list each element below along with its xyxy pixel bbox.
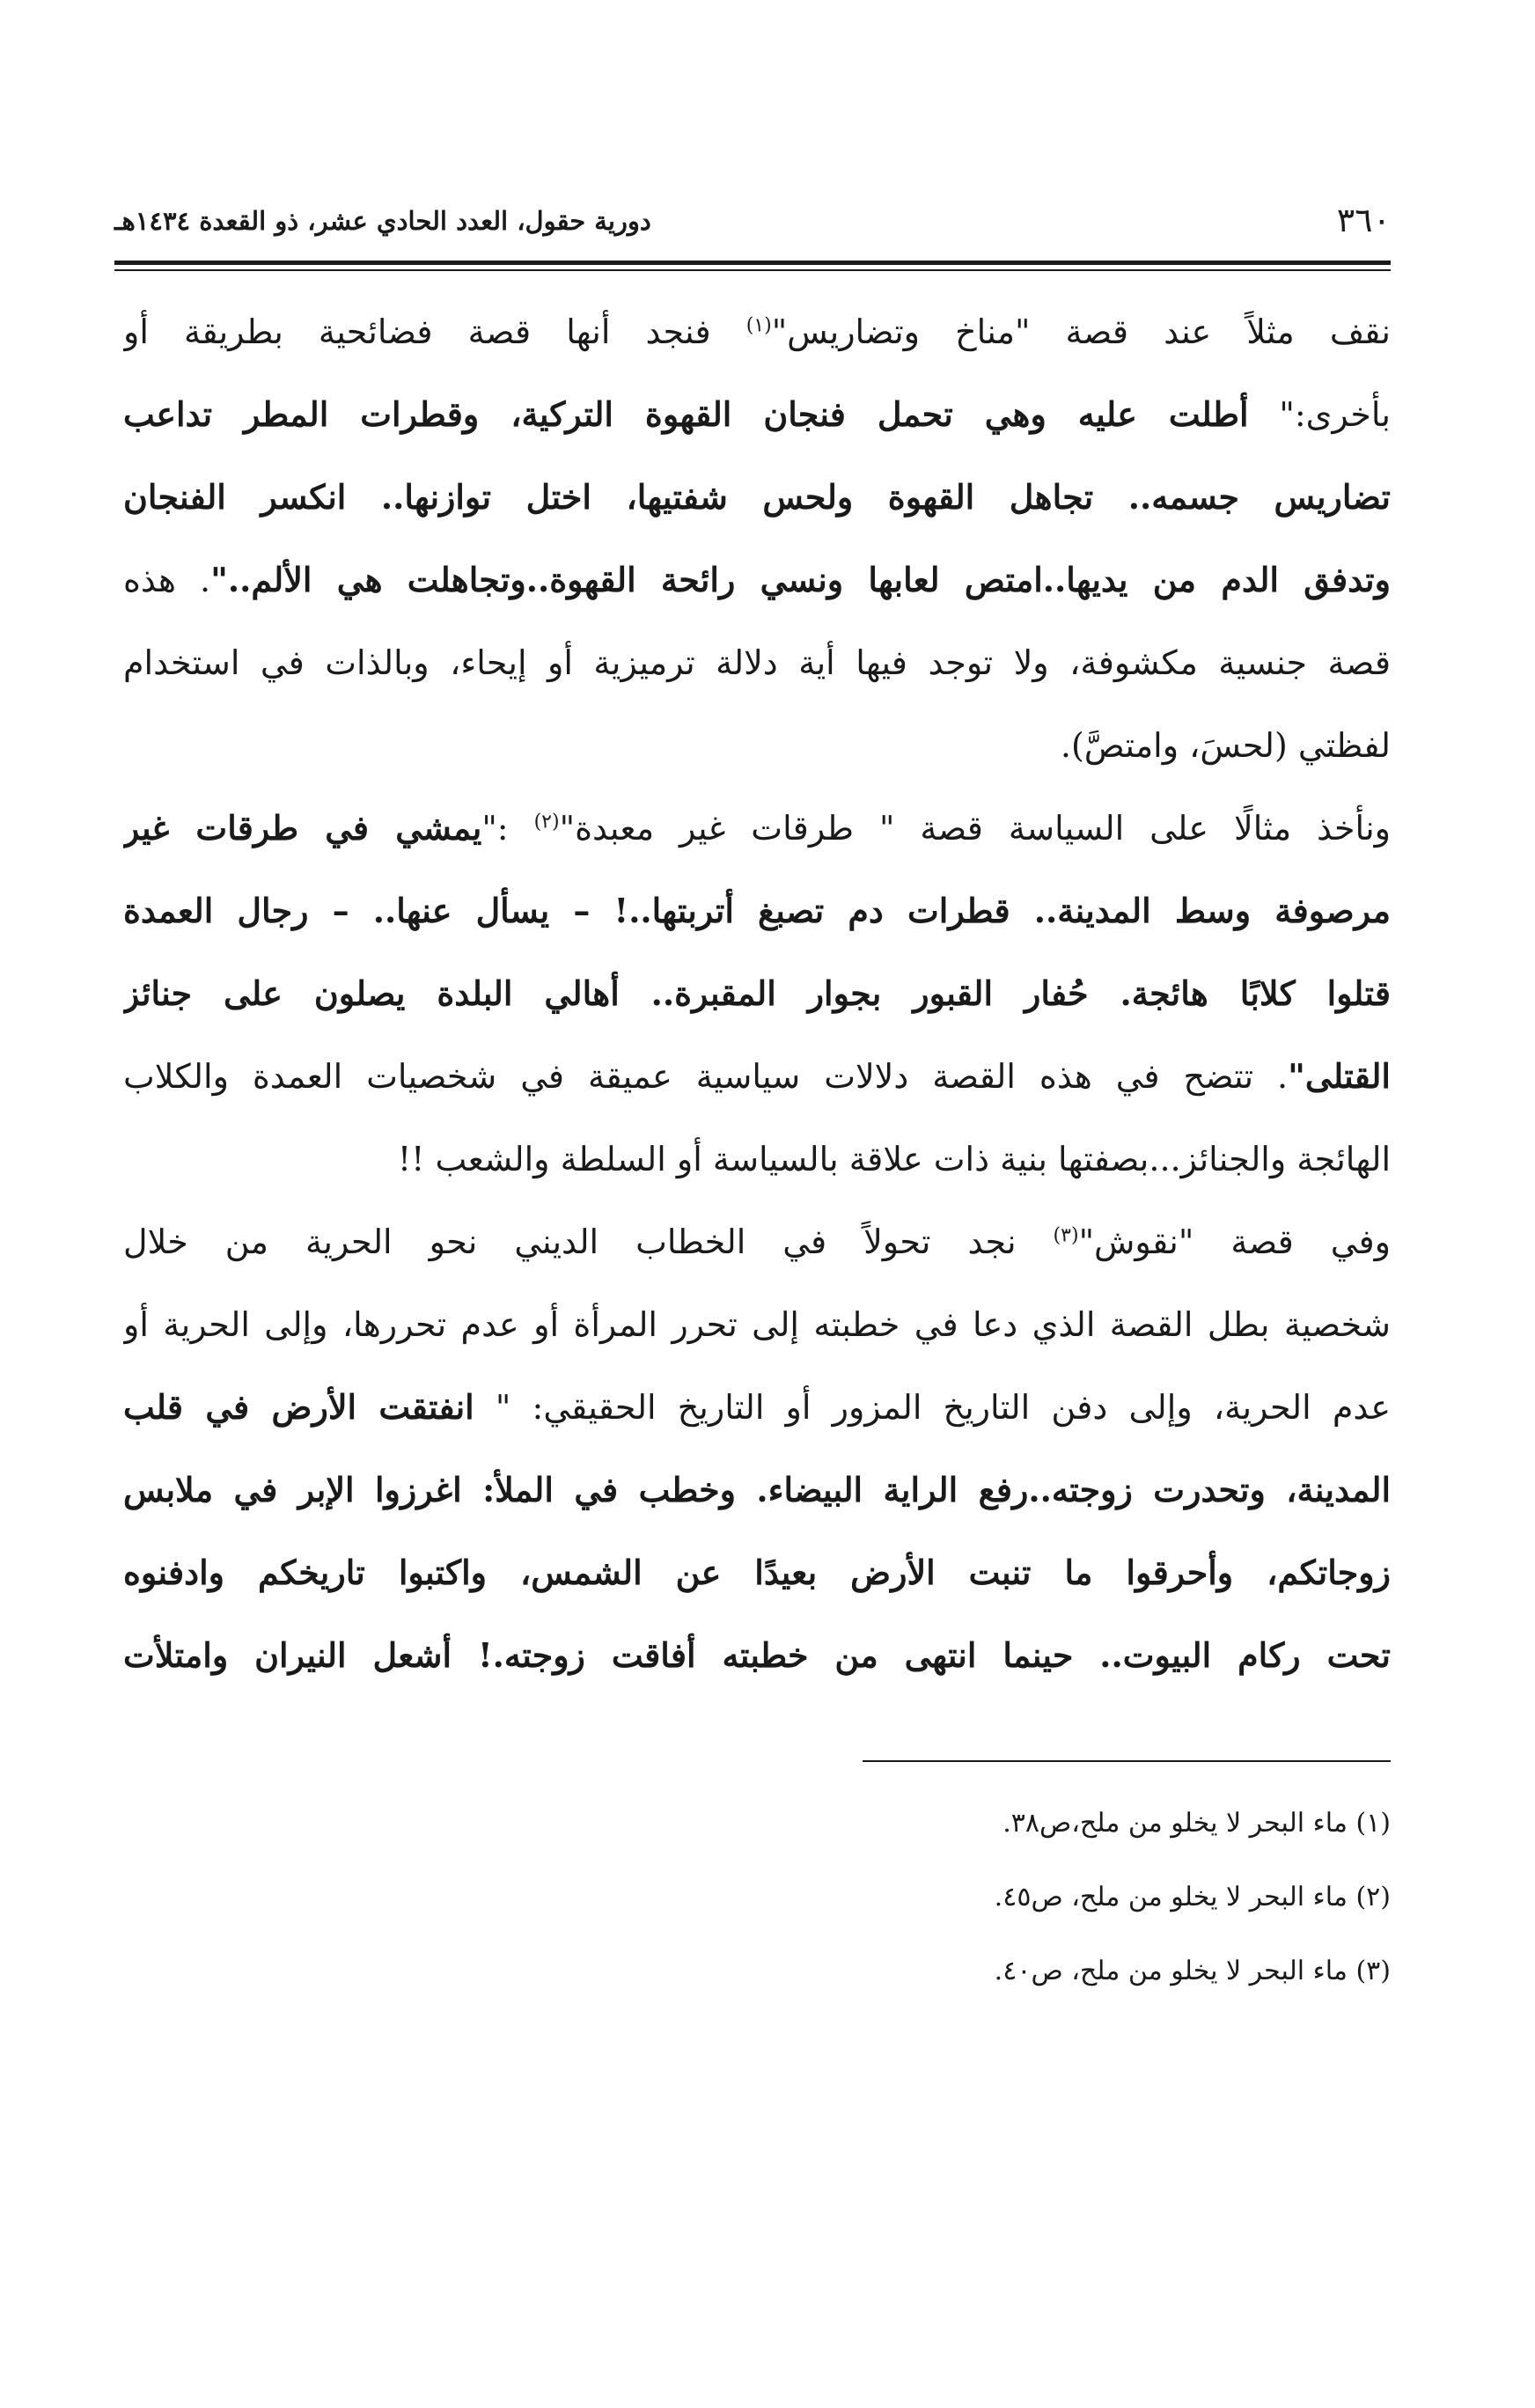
text-run: شخصية بطل القصة الذي دعا في خطبته إلى تحرر المرأة أو عدم تحررها، وإلى الحرية أو bbox=[123, 1305, 1391, 1344]
text-line bbox=[123, 1118, 1391, 1200]
footnote-ref: (٣) bbox=[1053, 1224, 1079, 1247]
text-run: وفي قصة "نقوش" bbox=[1078, 1222, 1391, 1261]
text-line bbox=[123, 373, 1391, 456]
text-line bbox=[123, 1449, 1391, 1531]
text-run: . تتضح في هذه القصة دلالات سياسية عميقة في شخصيات العمدة والكلاب bbox=[123, 1057, 1289, 1096]
text-line bbox=[123, 1035, 1391, 1118]
footnote-3: (٣) ماء البحر لا يخلو من ملح، ص٤٠. bbox=[994, 1956, 1391, 1986]
body-text bbox=[123, 290, 1391, 1697]
journal-info: دورية حقول، العدد الحادي عشر، ذو القعدة ١٤٣٤هـ bbox=[114, 206, 651, 236]
text-run: وتدفق الدم من يديها..امتص لعابها ونسي رائحة القهوة..وتجاهلت هي الألم.." bbox=[210, 560, 1391, 599]
footnote-ref: (٢) bbox=[533, 811, 560, 833]
footnote-1: (١) ماء البحر لا يخلو من ملح،ص٣٨. bbox=[1003, 1808, 1391, 1839]
text-line bbox=[123, 952, 1391, 1035]
text-run: بأخرى:" bbox=[1248, 395, 1391, 434]
text-run: . هذه bbox=[123, 561, 211, 599]
text-run: نقف مثلاً عند قصة "مناخ وتضاريس" bbox=[771, 312, 1391, 351]
text-line bbox=[123, 1200, 1391, 1283]
text-run: مرصوفة وسط المدينة.. قطرات دم تصبغ أتربتها..! – يسأل عنها.. – رجال العمدة bbox=[123, 891, 1391, 930]
text-run: نجد تحولاً في الخطاب الديني نحو الحرية من خلال bbox=[123, 1222, 1054, 1261]
text-run: قصة جنسية مكشوفة، ولا توجد فيها أية دلالة ترميزية أو إيحاء، وبالذات في استخدام bbox=[123, 643, 1391, 682]
text-line bbox=[123, 621, 1391, 704]
footnote-ref: (١) bbox=[745, 314, 772, 337]
header-rule-thick bbox=[114, 261, 1391, 265]
text-run: قتلوا كلابًا هائجة. حُفار القبور بجوار المقبرة.. أهالي البلدة يصلون على جنائز bbox=[123, 973, 1391, 1013]
text-line bbox=[123, 539, 1391, 621]
text-line bbox=[123, 787, 1391, 870]
running-header bbox=[114, 201, 1391, 253]
text-run: يمشي في طرقات غير bbox=[123, 808, 482, 848]
text-line bbox=[123, 456, 1391, 539]
text-line bbox=[123, 870, 1391, 952]
page-number: ٣٦٠ bbox=[1336, 201, 1391, 239]
text-line bbox=[123, 1283, 1391, 1366]
text-run: عدم الحرية، وإلى دفن التاريخ المزور أو التاريخ الحقيقي: " bbox=[474, 1388, 1391, 1427]
text-run: انفتقت الأرض في قلب bbox=[123, 1387, 474, 1427]
footnote-2: (٢) ماء البحر لا يخلو من ملح، ص٤٥. bbox=[994, 1882, 1391, 1912]
text-run: المدينة، وتحدرت زوجته..رفع الراية البيضاء. وخطب في الملأ: اغرزوا الإبر في ملابس bbox=[123, 1470, 1391, 1509]
text-line bbox=[123, 1531, 1391, 1614]
text-run: الهائجة والجنائز...بصفتها بنية ذات علاقة بالسياسة أو السلطة والشعب !! bbox=[397, 1140, 1391, 1178]
text-run: ونأخذ مثالًا على السياسة قصة " طرقات غير معبدة" bbox=[559, 809, 1391, 848]
text-run: تضاريس جسمه.. تجاهل القهوة ولحس شفتيها، اختل توازنها.. انكسر الفنجان bbox=[123, 477, 1391, 517]
text-run: أطلت عليه وهي تحمل فنجان القهوة التركية، وقطرات المطر تداعب bbox=[123, 394, 1249, 434]
text-run: :" bbox=[481, 809, 534, 848]
text-run: لفظتي (لحسَ، وامتصَّ). bbox=[1060, 726, 1391, 765]
footnote-separator bbox=[863, 1760, 1391, 1762]
header-rule-thin bbox=[114, 269, 1391, 271]
text-line bbox=[123, 1366, 1391, 1449]
text-line bbox=[123, 704, 1391, 787]
text-line bbox=[123, 1614, 1391, 1697]
text-run: تحت ركام البيوت.. حينما انتهى من خطبته أفاقت زوجته.! أشعل النيران وامتلأت bbox=[123, 1635, 1391, 1675]
footnotes bbox=[687, 1787, 1391, 2008]
text-run: زوجاتكم، وأحرقوا ما تنبت الأرض بعيدًا عن الشمس، واكتبوا تاريخكم وادفنوه bbox=[123, 1553, 1391, 1592]
text-run: القتلى" bbox=[1288, 1056, 1391, 1096]
text-run: فنجد أنها قصة فضائحية بطريقة أو bbox=[123, 312, 746, 351]
text-line bbox=[123, 290, 1391, 373]
